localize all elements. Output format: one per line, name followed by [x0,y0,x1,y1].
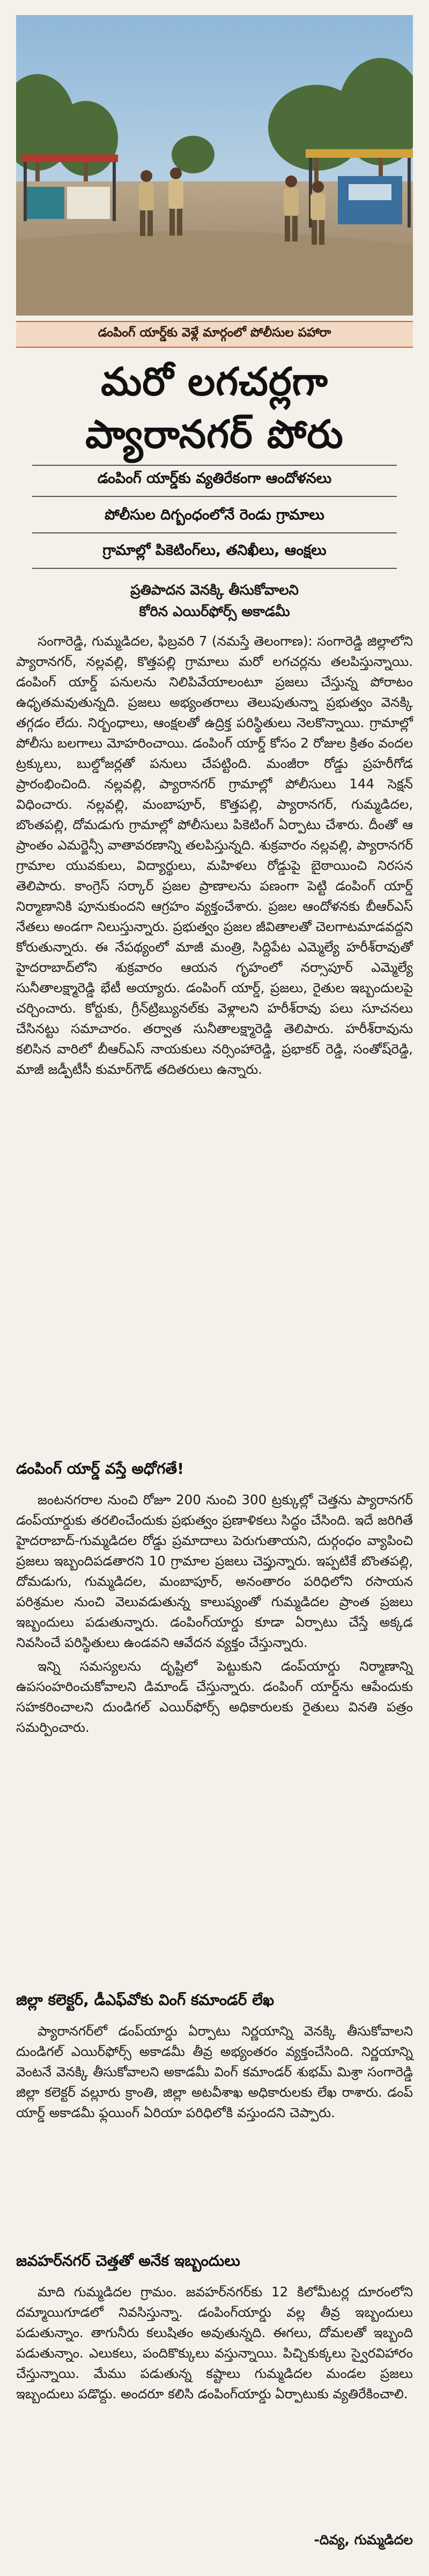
byline: -దివ్య, గుమ్మడిదల [314,2532,413,2548]
headline-line-1: మరో లగచర్లగా [101,359,328,404]
article-body-2 [16,1490,413,1741]
paragraph: ఇన్ని సమస్యలను దృష్టిలో పెట్టుకుని డంప్‌యార్డు నిర్మాణాన్ని ఉపసంహరించుకోవాలని డిమాండ్ చేస్తున్నారు. డంపింగ్ యార్డ్‌ను ఆపేందుకు సహకరించాలని దుండిగల్ ఎయిర్‌ఫోర్స్ అధికారులకు రైతులు వినతి పత్రం సమర్పించారు. [16,1658,413,1735]
divider [32,532,397,533]
divider [32,465,397,466]
article-body-3 [16,2021,413,2126]
paragraph: ప్యారానగర్‌లో డంప్‌యార్డు ఏర్పాటు నిర్ణయాన్ని వెనక్కి తీసుకోవాలని దుండిగల్ ఎయిర్‌ఫోర్స్ అకాడమీ తీవ్ర అభ్యంతరం వ్యక్తంచేసింది. నిర్ణయాన్ని వెంటనే వెనక్కి తీసుకోవాలని అకాడమీ వింగ్ కమాండర్ శుభమ్ మిశ్రా సంగారెడ్డి జిల్లా కలెక్టర్ వల్లూరు క్రాంతి, జిల్లా అటవీశాఖ అధికారులకు లేఖ రాశారు. డంప్ యార్డ్ అకాడమీ ఫ్లయింగ్ ఏరియా పరిధిలోకి వస్తుందని చెప్పారు. [16,2023,413,2120]
headline-line-2: ప్యారానగర్ పోరు [85,412,344,457]
subhead-2: పోలీసుల దిగ్బంధంలోనే రెండు గ్రామాలు [105,507,324,523]
intro-line-2: కోరిన ఎయిర్‌ఫోర్స్ అకాడమీ [139,604,290,620]
section-heading-3: జిల్లా కలెక్టర్, డీఎఫ్‌వోకు వింగ్ కమాండర్ లేఖ [16,1991,275,2009]
intro-line-1: ప్రతిపాదన వెనక్కి తీసుకోవాలని [130,582,299,598]
intro-highlight [16,580,413,623]
article-body-4 [16,2282,413,2407]
paragraph: మాది గుమ్మడిదల గ్రామం. జవహర్‌నగర్‌కు 12 కిలోమీటర్ల దూరంలోని దమ్మాయిగూడలో నివసిస్తున్నా. డంపింగ్‌యార్డు వల్ల తీవ్ర ఇబ్బందులు పడుతున్నాం. తాగునీరు కలుషితం అవుతున్నది. ఈగలు, దోమలతో ఇబ్బంది పడుతున్నాం. ఎలుకలు, పందికొక్కులు వస్తున్నాయి. పిచ్చికుక్కలు స్వైరవిహారం చేస్తున్నాయి. మేము పడుతున్న కష్టాలు గుమ్మడిదల మండల ప్రజలు ఇబ్బందులు పడొద్దు. అందరూ కలిసి డంపింగ్‌యార్డు ఏర్పాటుకు వ్యతిరేకించాలి. [16,2284,413,2402]
paragraph: సంగారెడ్డి, గుమ్మడిదల, ఫిబ్రవరి 7 (నమస్తే తెలంగాణ): సంగారెడ్డి జిల్లాలోని ప్యారానగర్, నల్లవల్లి, కొత్తపల్లి గ్రామాలు మరో లగచర్లను తలపిస్తున్నాయి. డంపింగ్ యార్డ్ పనులను నిలిపివేయాలంటూ ప్రజలు చేస్తున్న పోరాటం ఉధృతమవుతున్నది. ప్రజలు అభ్యంతరాలు తెలుపుతున్నా ప్రభుత్వం వెనక్కి తగ్గడం లేదు. నిర్బంధాలు, ఆంక్షలతో ఉద్రిక్త పరిస్థితులు నెలకొన్నాయి. గ్రామాల్లో పోలీసు బలగాలు మోహరించాయి. డంపింగ్ యార్డ్ కోసం 2 రోజుల క్రితం వందల ట్రక్కులు, బుల్డోజర్లతో పనులు చేపట్టింది. మంజీరా రోడ్డు ప్రహరీగోడ ప్రారంభించింది. నల్లవల్లి, ప్యారానగర్ గ్రామాల్లో పోలీసులు 144 సెక్షన్ విధించారు. నల్లవల్లి, మంబాపూర్, కొత్తపల్లి, ప్యారానగర్, గుమ్మడిదల, బొంతపల్లి, దోమడుగు గ్రామాల్లో పోలీసులు పికెటింగ్ ఏర్పాటు చేశారు. దీంతో ఆ ప్రాంతం ఎమర్జెన్సీ వాతావరణాన్ని తలపిస్తున్నది. శుక్రవారం నల్లవల్లి, ప్యారానగర్ గ్రామాల యువకులు, విద్యార్థులు, మహిళలు రోడ్డుపై బైఠాయించి నిరసన తెలిపారు. కాంగ్రెస్ సర్కార్ ప్రజల ప్రాణాలను పణంగా పెట్టి డంపింగ్ యార్డ్ నిర్మాణానికి పూనుకుందని ఆగ్రహం వ్యక్తంచేశారు. ప్రజల ఆందోళనకు బీఆర్ఎస్ నేతలు అండగా నిలుస్తున్నారు. ప్రభుత్వం ప్రజల జీవితాలతో చెలగాటమాడవద్దని కోరుతున్నారు. ఈ నేపథ్యంలో మాజీ మంత్రి, సిద్దిపేట ఎమ్మెల్యే హరీశ్‌రావుతో హైదరాబాద్‌లోని శుక్రవారం ఆయన గృహంలో నర్సాపూర్ ఎమ్మెల్యే సునీతాలక్ష్మారెడ్డి భేటీ అయ్యారు. డంపింగ్ యార్డ్, ప్రజలు, రైతుల ఇబ్బందులపై చర్చించారు. కోర్టుకు, గ్రీన్‌ట్రిబ్యునల్‌కు వెళ్లాలని హరీశ్‌రావు పలు సూచనలు చేసినట్టు సమాచారం. తర్వాత సునీతాలక్ష్మారెడ్డి తెలిపారు. హరీశ్‌రావును కలిసిన వారిలో బీఆర్ఎస్ నాయకులు నర్సింహారెడ్డి, ప్రభాకర్ రెడ్డి, సంతోష్‌రెడ్డి, మాజీ జడ్పీటీసీ కుమార్‌గౌడ్ తదితరులు ఉన్నారు. [16,633,413,1077]
headline [16,355,413,460]
section-heading-4: జవహర్‌నగర్ చెత్తతో అనేక ఇబ్బందులు [16,2252,240,2270]
section-heading-2: డంపింగ్ యార్డ్ వస్తే అధోగతే! [16,1460,184,1477]
article-body-1 [16,631,413,1083]
paragraph: జంటనగరాల నుంచి రోజూ 200 నుంచి 300 ట్రక్కుల్లో చెత్తను ప్యారానగర్ డంప్‌యార్డుకు తరలించేందుకు ప్రభుత్వం ప్రణాళికలు సిద్ధం చేసింది. ఇదే జరిగితే హైదరాబాద్-గుమ్మడిదల రోడ్డు ప్రమాదాలు పెరుగుతాయని, దుర్గంధం వ్యాపించి ప్రజలు ఇబ్బందిపడతారని 10 గ్రామాల ప్రజలు చెప్తున్నారు. ఇప్పటికే బొంతపల్లి, దోమడుగు, గుమ్మడిదల, మంబాపూర్, అనంతారం పరిధిలోని రసాయన పరిశ్రమల నుంచి వెలువడుతున్న కాలుష్యంతో గుమ్మడిదల ప్రాంత ప్రజలు ఇబ్బందులు పడుతున్నారు. డంపింగ్‌యార్డు కూడా ఏర్పాటు చేస్తే అక్కడ నివసించే పరిస్థితులు ఉండవని ఆవేదన వ్యక్తం చేస్తున్నారు. [16,1492,413,1650]
subhead-3: గ్రామాల్లో పికెటింగ్‌లు, తనిఖీలు, ఆంక్షలు [102,542,327,559]
subhead-1: డంపింగ్ యార్డ్‌కు వ్యతిరేకంగా ఆందోళనలు [97,470,332,487]
divider [32,496,397,497]
divider [32,568,397,569]
police-at-dumping-yard-photo [16,15,413,316]
photo-caption: డంపింగ్ యార్డ్‌కు వెళ్లే మార్గంలో పోలీసుల పహారా [16,321,413,348]
